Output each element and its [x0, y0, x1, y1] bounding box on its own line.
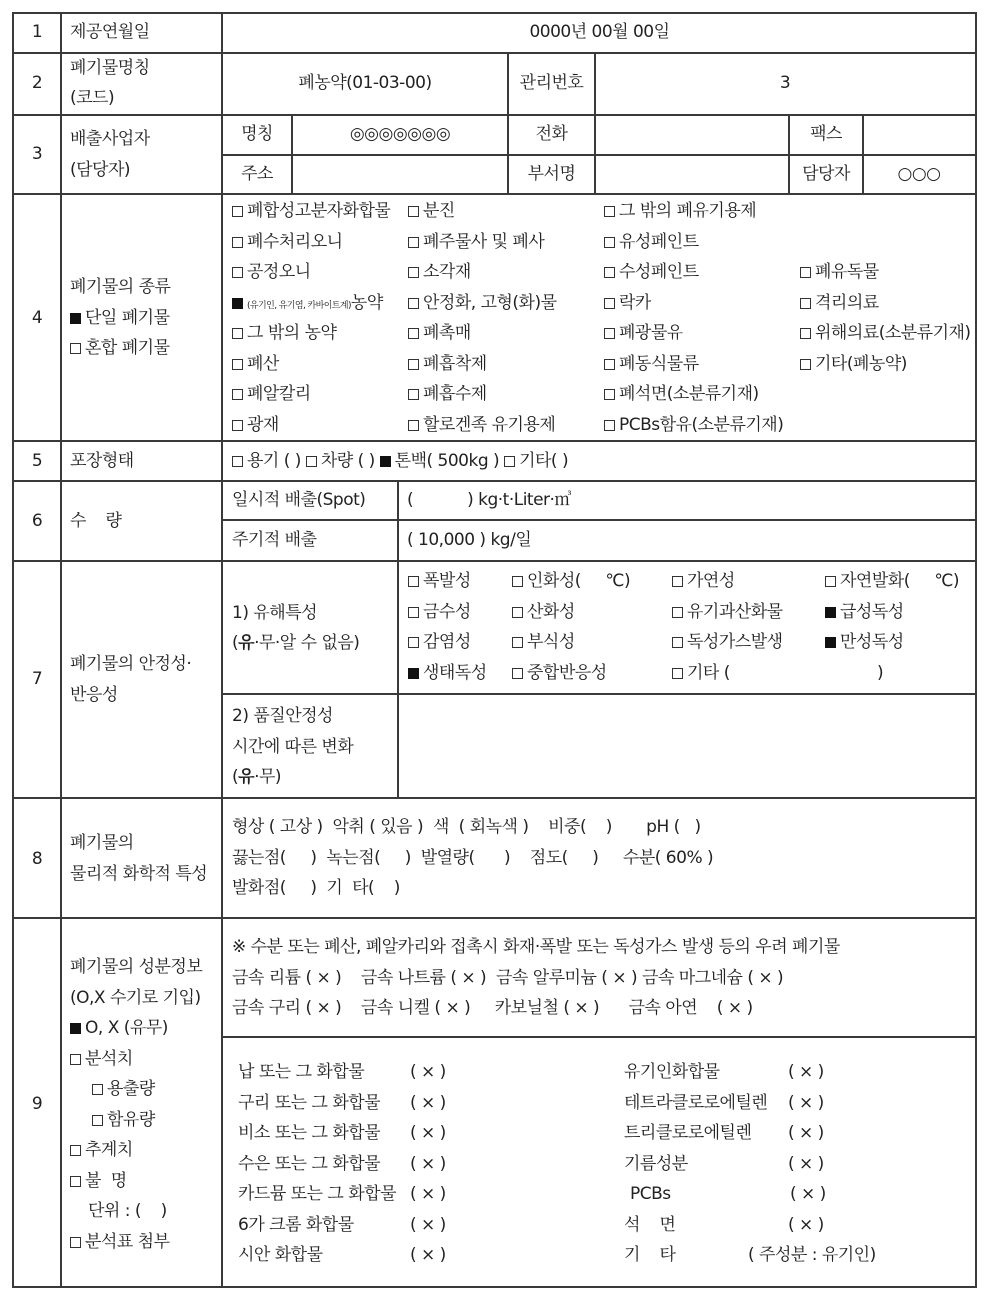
checkbox-icon	[232, 420, 243, 431]
border-bottom	[12, 1286, 977, 1288]
component-value[interactable]: ( × )	[410, 1123, 446, 1143]
checkbox-icon	[408, 328, 419, 339]
presence-rest: ·무·알 수 없음)	[254, 633, 360, 653]
checkbox-icon	[232, 328, 243, 339]
row-line	[12, 480, 977, 482]
component-value[interactable]: ( × )	[410, 1215, 446, 1235]
checkbox-icon	[408, 298, 419, 309]
option-container[interactable]	[232, 451, 301, 471]
paren: (	[232, 767, 239, 787]
value-spot[interactable]: ( ) kg·t·Liter·㎥	[407, 490, 571, 510]
type-item[interactable]	[604, 384, 759, 404]
checkbox-icon	[70, 313, 81, 324]
row-number: 8	[31, 849, 43, 869]
type-item[interactable]	[800, 354, 907, 374]
option-label: 단일 폐기물	[85, 308, 170, 328]
hazard-item[interactable]	[408, 571, 471, 591]
hazard-item[interactable]	[408, 632, 471, 652]
checkbox-icon	[504, 456, 515, 467]
checkbox-icon	[604, 359, 615, 370]
checkbox-icon	[408, 359, 419, 370]
checkbox-icon	[306, 456, 317, 467]
checkbox-icon	[70, 1237, 81, 1248]
label-department: 부서명	[527, 164, 576, 184]
component-label: 카드뮴 또는 그 화합물	[238, 1184, 397, 1204]
checkbox-icon	[408, 668, 419, 679]
option-label: 분석표 첨부	[85, 1232, 170, 1252]
option-label: 혼합 폐기물	[85, 338, 170, 358]
item-label: 농약	[350, 293, 383, 313]
label-date: 제공연월일	[70, 22, 150, 42]
type-item[interactable]	[232, 415, 279, 435]
item-label: 할로겐족 유기용제	[423, 415, 556, 435]
item-label: 공정오니	[247, 262, 311, 282]
checkbox-icon	[408, 420, 419, 431]
option-label: 차량 ( )	[320, 451, 375, 471]
metals-line[interactable]: 금속 구리 ( × ) 금속 니켈 ( × ) 카보닐철 ( × ) 금속 아연 ( × )	[232, 998, 753, 1018]
type-item[interactable]	[604, 354, 699, 374]
type-item[interactable]	[408, 384, 487, 404]
item-label: 만성독성	[840, 632, 904, 652]
component-value[interactable]: ( × )	[788, 1123, 824, 1143]
hazard-item[interactable]	[672, 663, 883, 683]
type-item[interactable]	[408, 201, 455, 221]
checkbox-icon	[800, 267, 811, 278]
row-line	[12, 52, 977, 54]
checkbox-icon	[232, 298, 243, 309]
checkbox-icon	[825, 607, 836, 618]
presence-yes: 유	[238, 633, 255, 653]
label-mgmt-no: 관리번호	[519, 73, 584, 93]
checkbox-icon	[825, 576, 836, 587]
value-date[interactable]: 0000년 00월 00일	[529, 22, 670, 42]
label-periodic: 주기적 배출	[232, 530, 317, 550]
row-number: 9	[31, 1094, 43, 1114]
row-number: 5	[31, 451, 43, 471]
hazard-item[interactable]	[512, 571, 630, 591]
warning-note: ※ 수분 또는 폐산, 폐알카리와 접촉시 화재·폭발 또는 독성가스 발생 등의 우려 폐기물	[232, 937, 840, 957]
component-value[interactable]: ( × )	[788, 1093, 824, 1113]
row-number: 4	[31, 308, 43, 328]
row-line	[12, 193, 977, 195]
row-line	[12, 560, 977, 562]
component-value[interactable]: ( × )	[410, 1062, 446, 1082]
checkbox-icon	[604, 389, 615, 400]
paren: (	[232, 633, 239, 653]
col-line	[221, 12, 223, 1288]
checkbox-icon	[408, 267, 419, 278]
value-manager[interactable]: ○○○	[897, 164, 941, 184]
option-analysis[interactable]	[70, 1049, 133, 1069]
value-periodic[interactable]: ( 10,000 ) kg/일	[407, 530, 532, 550]
item-label: 폐산	[247, 354, 279, 374]
type-item[interactable]	[604, 323, 683, 343]
component-value[interactable]: ( × )	[410, 1184, 446, 1204]
component-label: 유기인화합물	[624, 1062, 720, 1082]
metals-line[interactable]: 금속 리튬 ( × ) 금속 나트륨 ( × ) 금속 알루미늄 ( × ) 금속 마그네슘 ( × )	[232, 968, 784, 988]
item-label: 광재	[247, 415, 279, 435]
item-label: 유기과산화물	[687, 602, 783, 622]
checkbox-icon	[232, 456, 243, 467]
checkbox-icon	[604, 267, 615, 278]
checkbox-icon	[408, 206, 419, 217]
item-label: 폐흡수제	[423, 384, 487, 404]
label-spot: 일시적 배출(Spot)	[232, 490, 366, 510]
option-label: 추계치	[85, 1140, 133, 1160]
item-label: 폐합성고분자화합물	[247, 201, 391, 221]
type-item[interactable]	[604, 415, 783, 435]
item-label: 수성페인트	[619, 262, 699, 282]
component-label: 기 타	[624, 1245, 676, 1265]
hazard-presence	[232, 633, 359, 653]
component-label: 납 또는 그 화합물	[238, 1062, 365, 1082]
type-item[interactable]	[408, 232, 544, 252]
checkbox-icon	[70, 1023, 81, 1034]
checkbox-icon	[672, 668, 683, 679]
checkbox-icon	[408, 607, 419, 618]
label-physchem: 폐기물의	[70, 833, 134, 853]
row-number: 7	[31, 669, 43, 689]
item-label: 폐촉매	[423, 323, 471, 343]
type-item[interactable]	[232, 323, 336, 343]
checkbox-icon	[512, 637, 523, 648]
label-reactivity: 반응성	[70, 685, 118, 705]
checkbox-icon	[800, 328, 811, 339]
hazard-item[interactable]	[512, 632, 575, 652]
row-line	[12, 114, 977, 116]
checkbox-icon	[672, 637, 683, 648]
component-label: 기름성분	[624, 1154, 688, 1174]
component-label: 구리 또는 그 화합물	[238, 1093, 381, 1113]
component-value[interactable]: ( × )	[410, 1093, 446, 1113]
checkbox-icon	[604, 237, 615, 248]
item-label: 인화성( ℃)	[527, 571, 631, 591]
item-label: 유성페인트	[619, 232, 699, 252]
checkbox-icon	[512, 607, 523, 618]
item-label: 폐광물유	[619, 323, 683, 343]
item-label: 중합반응성	[527, 663, 607, 683]
component-value[interactable]: ( × )	[788, 1154, 824, 1174]
option-ox[interactable]	[70, 1018, 168, 1038]
type-item[interactable]	[408, 293, 557, 313]
type-item[interactable]	[232, 201, 390, 221]
item-label: 안정화, 고형(화)물	[423, 293, 557, 313]
hazard-item[interactable]	[512, 602, 575, 622]
item-label: 기타(폐농약)	[815, 354, 907, 374]
physchem-line[interactable]: 끓는점( ) 녹는점( ) 발열량( ) 점도( ) 수분( 60% )	[232, 848, 714, 868]
component-value[interactable]: ( × )	[410, 1245, 446, 1265]
option-label: 분석치	[85, 1049, 133, 1069]
item-label-small: (유기인, 유기염, 카바이트계)	[247, 301, 351, 311]
label-discharger: 배출사업자	[70, 129, 150, 149]
component-label: 수은 또는 그 화합물	[238, 1154, 381, 1174]
label-packaging: 포장형태	[70, 451, 134, 471]
checkbox-icon	[70, 1176, 81, 1187]
checkbox-icon	[800, 298, 811, 309]
label-hazard: 1) 유해특성	[232, 603, 318, 623]
row-line	[12, 917, 977, 919]
checkbox-icon	[380, 456, 391, 467]
label-waste-code: (코드)	[70, 88, 115, 108]
checkbox-icon	[232, 267, 243, 278]
row-number: 3	[31, 144, 43, 164]
hazard-item[interactable]	[672, 571, 735, 591]
label-stability: 폐기물의 안정성·	[70, 654, 192, 674]
option-label: 기타( )	[519, 451, 569, 471]
type-item[interactable]	[604, 262, 699, 282]
label-manager: 담당자	[802, 164, 850, 184]
row-number: 1	[31, 22, 43, 42]
col-line	[397, 560, 399, 797]
label-fax: 팩스	[810, 124, 842, 144]
item-label: 금수성	[423, 602, 471, 622]
checkbox-icon	[232, 206, 243, 217]
hazard-item[interactable]	[408, 602, 471, 622]
checkbox-icon	[408, 389, 419, 400]
quality-presence	[232, 767, 281, 787]
item-label: 부식성	[527, 632, 575, 652]
type-item[interactable]	[232, 232, 343, 252]
type-item[interactable]	[408, 354, 487, 374]
row-line	[222, 693, 977, 695]
checkbox-icon	[800, 359, 811, 370]
row-line	[12, 440, 977, 442]
type-item[interactable]	[408, 262, 471, 282]
type-item[interactable]	[800, 323, 971, 343]
component-value[interactable]: ( 주성분 : 유기인)	[748, 1245, 876, 1265]
checkbox-icon	[604, 298, 615, 309]
checkbox-icon	[70, 343, 81, 354]
item-label: 생태독성	[423, 663, 487, 683]
type-item[interactable]	[408, 323, 471, 343]
checkbox-icon	[92, 1115, 103, 1126]
option-label: 톤백( 500kg )	[394, 451, 500, 471]
component-label: 석 면	[624, 1215, 676, 1235]
checkbox-icon	[232, 359, 243, 370]
checkbox-icon	[512, 576, 523, 587]
option-attach[interactable]	[70, 1232, 170, 1252]
component-label: 비소 또는 그 화합물	[238, 1123, 381, 1143]
type-item[interactable]	[232, 384, 311, 404]
type-item[interactable]	[800, 293, 879, 313]
value-mgmt-no[interactable]: 3	[779, 73, 791, 93]
item-label: 자연발화( ℃)	[840, 571, 960, 591]
hazard-item[interactable]	[825, 571, 959, 591]
row-number: 6	[31, 511, 43, 531]
checkbox-icon	[604, 420, 615, 431]
item-label: 위해의료(소분류기재)	[815, 323, 971, 343]
value-company-name[interactable]: ◎◎◎◎◎◎◎	[349, 124, 451, 144]
checkbox-icon	[408, 237, 419, 248]
component-label: PCBs	[630, 1184, 671, 1204]
packaging-options	[232, 451, 568, 471]
checkbox-icon	[825, 637, 836, 648]
checkbox-icon	[604, 206, 615, 217]
component-label: 시안 화합물	[238, 1245, 323, 1265]
checkbox-icon	[672, 607, 683, 618]
checkbox-icon	[70, 1054, 81, 1065]
label-time-change: 시간에 따른 변화	[232, 737, 354, 757]
checkbox-icon	[232, 389, 243, 400]
item-label: 감염성	[423, 632, 471, 652]
option-elution[interactable]	[92, 1079, 155, 1099]
presence-rest: ·무)	[254, 767, 282, 787]
option-mixed-waste[interactable]	[70, 338, 170, 358]
label-address: 주소	[241, 164, 273, 184]
component-value[interactable]: ( × )	[788, 1062, 824, 1082]
component-value[interactable]: ( × )	[788, 1215, 824, 1235]
item-label: 독성가스발생	[687, 632, 783, 652]
presence-yes: 유	[238, 767, 255, 787]
checkbox-icon	[70, 1145, 81, 1156]
type-item-pesticide[interactable]	[232, 293, 383, 316]
item-label: 락카	[619, 293, 651, 313]
item-label: 폭발성	[423, 571, 471, 591]
option-content[interactable]	[92, 1110, 155, 1130]
item-label: 산화성	[527, 602, 575, 622]
checkbox-icon	[672, 576, 683, 587]
item-label: 폐알칼리	[247, 384, 311, 404]
component-value[interactable]: ( × )	[410, 1154, 446, 1174]
item-label: 그 밖의 농약	[247, 323, 337, 343]
border-right	[975, 12, 977, 1288]
label-company-name: 명칭	[241, 124, 273, 144]
hazard-item[interactable]	[672, 632, 783, 652]
option-label: 용출량	[107, 1079, 155, 1099]
option-unknown[interactable]	[70, 1171, 127, 1191]
hazard-item[interactable]	[825, 602, 904, 622]
value-waste-name[interactable]: 폐농약(01-03-00)	[298, 73, 432, 93]
row-line	[12, 797, 977, 799]
item-label: 폐수처리오니	[247, 232, 343, 252]
col-line	[397, 480, 399, 560]
checkbox-icon	[512, 668, 523, 679]
type-item[interactable]	[232, 354, 279, 374]
item-label: 소각재	[423, 262, 471, 282]
type-item[interactable]	[604, 293, 651, 313]
hazard-item[interactable]	[672, 602, 783, 622]
label-quality-stability: 2) 품질안정성	[232, 706, 333, 726]
item-label: 가연성	[687, 571, 735, 591]
item-label: PCBs함유(소분류기재)	[619, 415, 784, 435]
option-vehicle[interactable]	[306, 451, 375, 471]
checkbox-icon	[408, 576, 419, 587]
checkbox-icon	[604, 328, 615, 339]
type-item[interactable]	[604, 232, 699, 252]
label-phone: 전화	[535, 124, 568, 144]
row-number: 2	[31, 73, 43, 93]
option-other[interactable]	[504, 451, 568, 471]
option-label: 용기 ( )	[247, 451, 301, 471]
physchem-line[interactable]: 발화점( ) 기 타( )	[232, 878, 400, 898]
checkbox-icon	[408, 637, 419, 648]
type-item[interactable]	[232, 262, 311, 282]
hazard-item[interactable]	[408, 663, 487, 683]
option-label: O, X (유무)	[85, 1018, 168, 1038]
component-label: 6가 크롬 화합물	[238, 1215, 354, 1235]
item-label: 분진	[423, 201, 455, 221]
label-quantity: 수 량	[70, 511, 122, 531]
hazard-item[interactable]	[825, 632, 904, 652]
label-waste-type: 폐기물의 종류	[70, 277, 171, 297]
option-tonbag[interactable]	[380, 451, 500, 471]
type-item[interactable]	[800, 262, 879, 282]
border-top	[12, 12, 977, 14]
item-label: 급성독성	[840, 602, 904, 622]
option-estimate[interactable]	[70, 1140, 133, 1160]
component-label: 트리클로로에틸렌	[624, 1123, 752, 1143]
hazard-item[interactable]	[512, 663, 607, 683]
checkbox-icon	[232, 237, 243, 248]
item-label: 폐흡착제	[423, 354, 487, 374]
item-label: 폐동식물류	[619, 354, 699, 374]
type-item[interactable]	[604, 201, 756, 221]
unit-field[interactable]: 단위 : ( )	[88, 1201, 167, 1221]
label-composition: 폐기물의 성분정보	[70, 957, 203, 977]
label-discharger-sub: (담당자)	[70, 160, 131, 180]
label-waste-name: 폐기물명칭	[70, 58, 150, 78]
option-label: 불 명	[85, 1171, 127, 1191]
physchem-line[interactable]: 형상 ( 고상 ) 악취 ( 있음 ) 색 ( 회녹색 ) 비중( ) pH ( )	[232, 817, 701, 837]
component-value[interactable]: ( × )	[790, 1184, 826, 1204]
item-label: 폐석면(소분류기재)	[619, 384, 759, 404]
item-label: 폐주물사 및 폐사	[423, 232, 545, 252]
row-line	[222, 519, 977, 521]
item-label: 격리의료	[815, 293, 879, 313]
item-label: 폐유독물	[815, 262, 879, 282]
option-single-waste[interactable]	[70, 308, 170, 328]
component-label: 테트라클로로에틸렌	[624, 1093, 768, 1113]
item-label: 기타 ( )	[687, 663, 884, 683]
checkbox-icon	[92, 1084, 103, 1095]
row-line	[222, 1036, 977, 1038]
type-item[interactable]	[408, 415, 555, 435]
option-label: 함유량	[107, 1110, 155, 1130]
label-physchem-sub: 물리적 화학적 특성	[70, 864, 208, 884]
item-label: 그 밖의 폐유기용제	[619, 201, 757, 221]
label-composition-note: (O,X 수기로 기입)	[70, 988, 201, 1008]
